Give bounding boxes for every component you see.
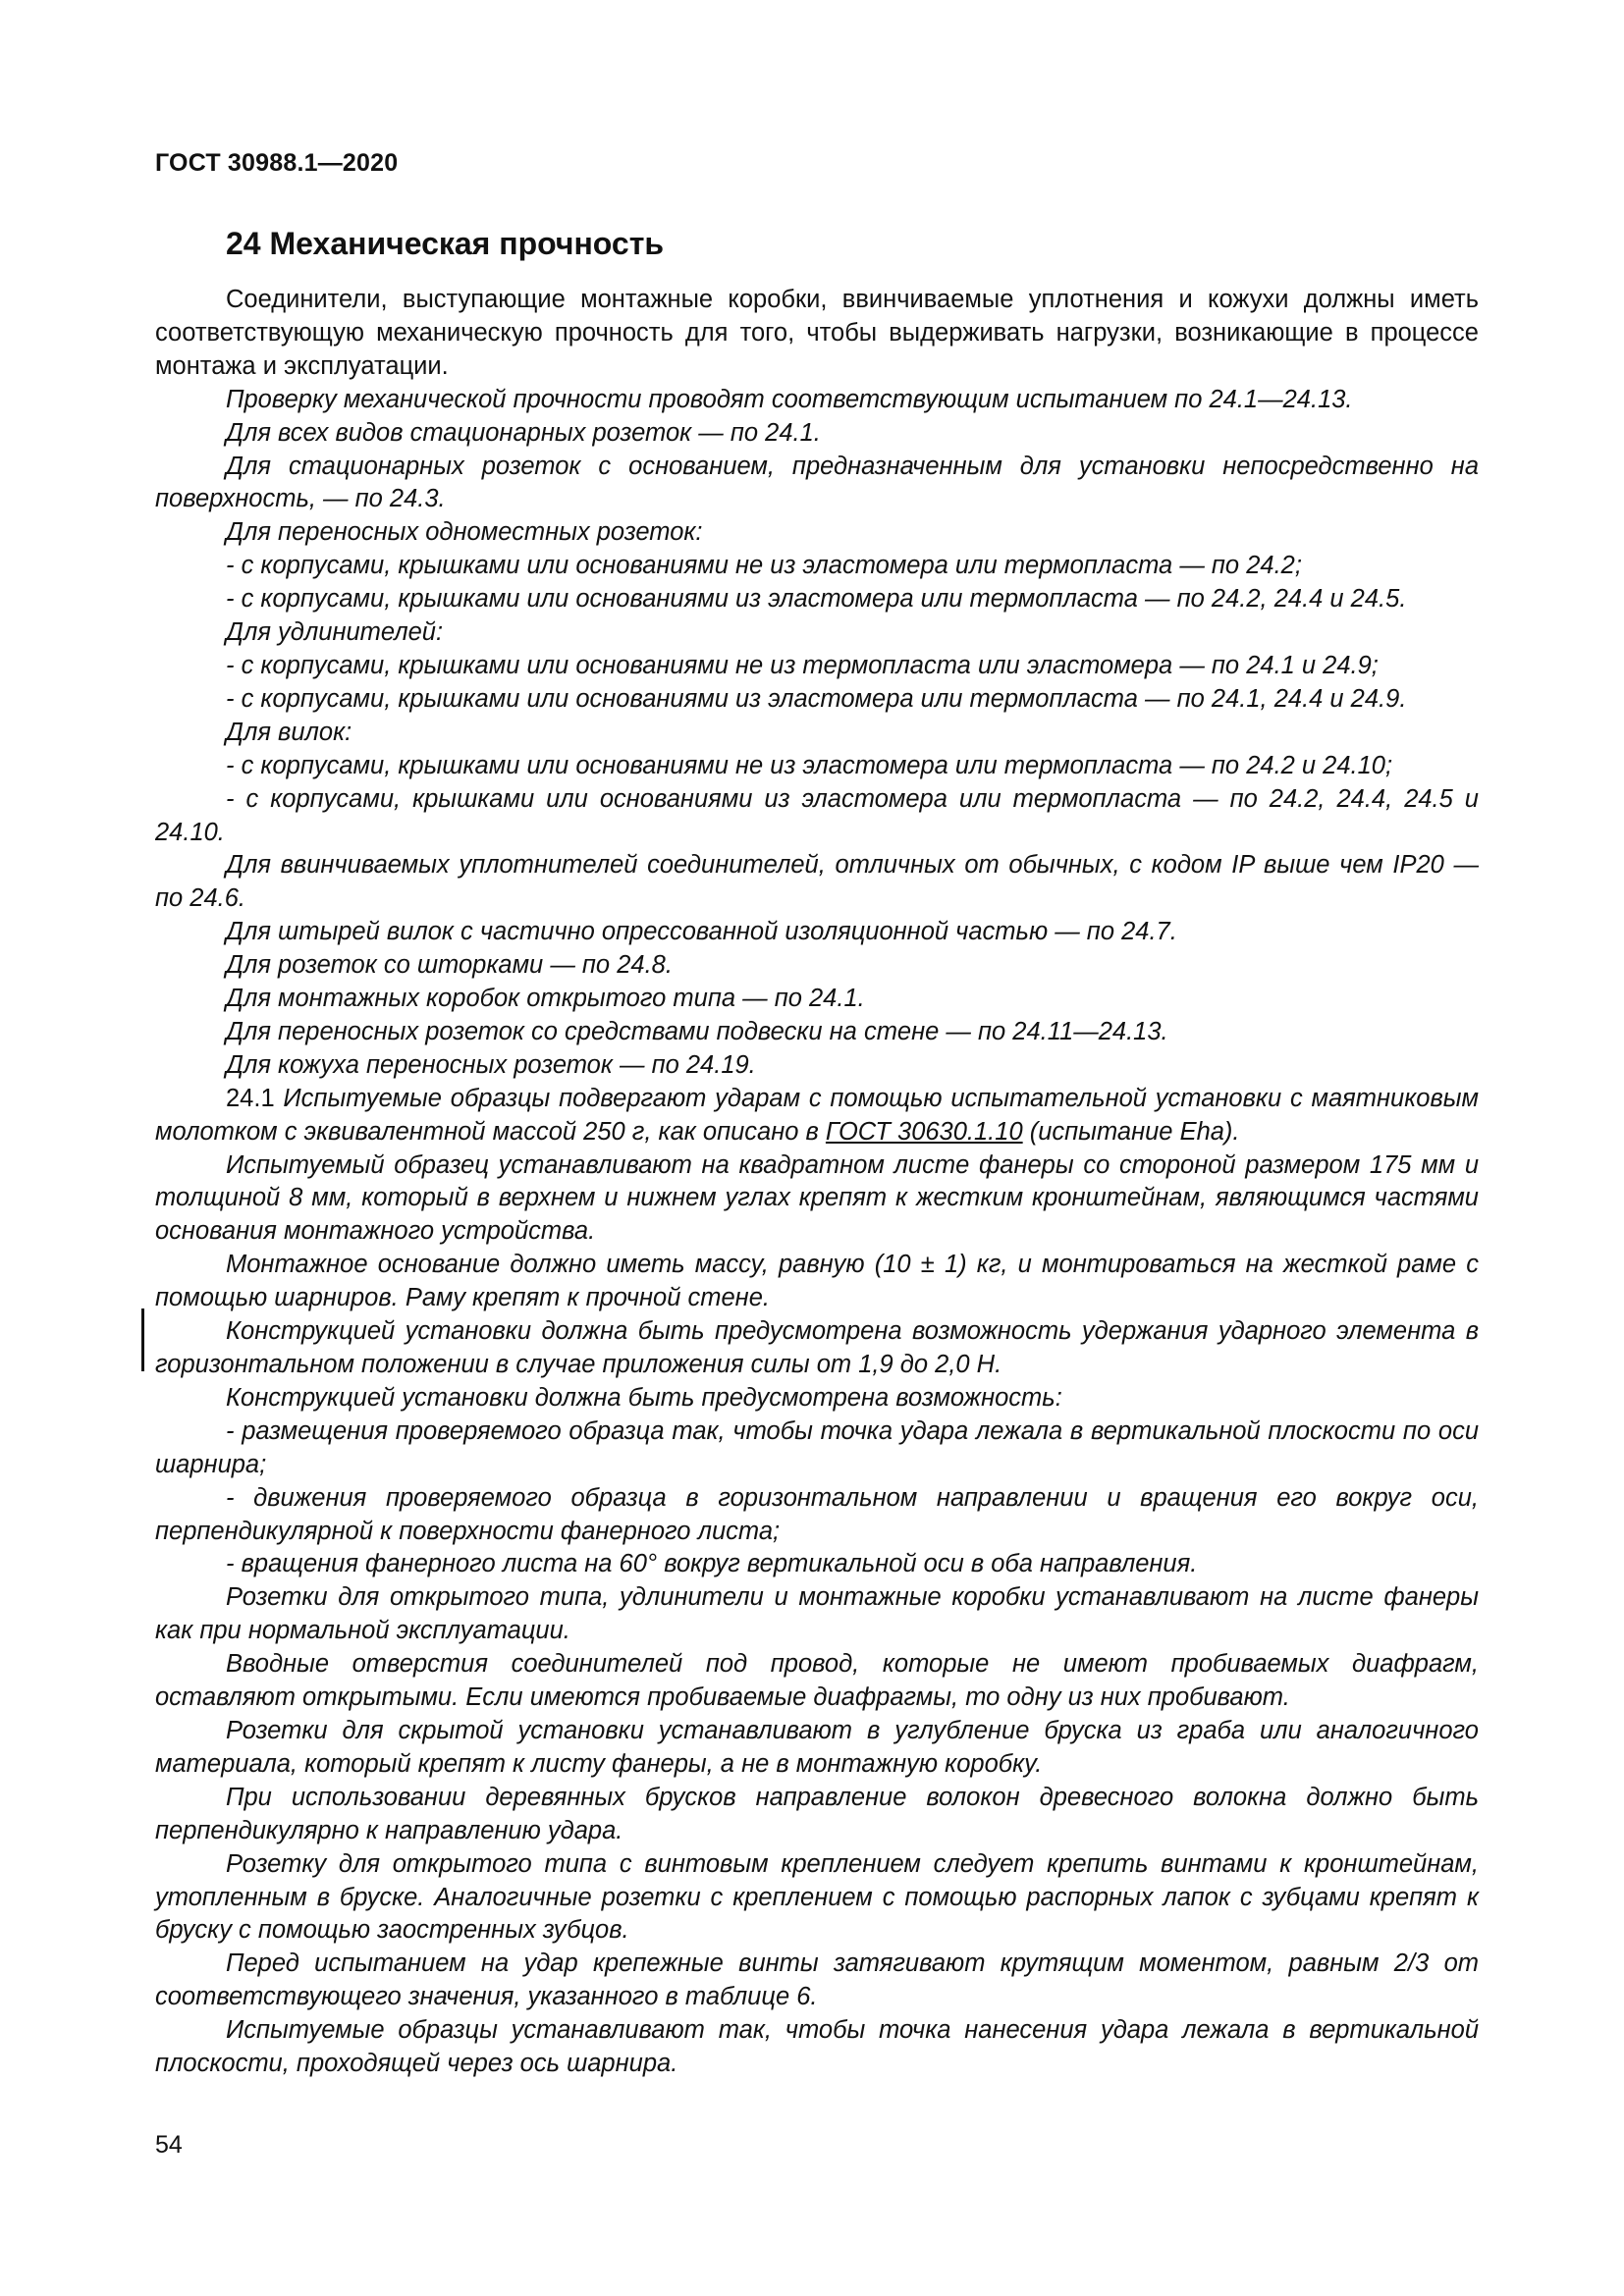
paragraph-text: - с корпусами, крышками или основаниями не из эластомера или термопласта — по 24.2 и 24.10;	[226, 751, 1393, 779]
change-bar	[141, 1308, 144, 1371]
paragraph-text: Монтажное основание должно иметь массу, равную (10 ± 1) кг, и монтироваться на жесткой раме с помощью шарниров. Раму крепят к прочной стене.	[155, 1251, 1479, 1312]
paragraph	[155, 949, 1479, 983]
paragraph	[155, 1548, 1479, 1581]
paragraph-text: Конструкцией установки должна быть предусмотрена возможность:	[226, 1383, 1062, 1412]
paragraph	[155, 1482, 1479, 1549]
section-title: 24 Механическая прочность	[226, 226, 665, 261]
paragraph	[155, 1648, 1479, 1715]
paragraph-text: Для вилок:	[226, 718, 352, 746]
paragraph-text: Испытуемые образцы устанавливают так, чтобы точка нанесения удара лежала в вертикальной плоскости, проходящей через ось шарнира.	[155, 2016, 1479, 2078]
paragraph	[155, 916, 1479, 949]
paragraph-text: Испытуемый образец устанавливают на квадратном листе фанеры со стороной размером 175 мм и толщиной 8 мм, который в верхнем и нижнем углах крепят к жестким кронштейнам, являющимся частями основания монтажного устройства.	[155, 1150, 1479, 1246]
paragraph	[155, 550, 1479, 583]
paragraph	[155, 1948, 1479, 2014]
paragraph	[155, 683, 1479, 717]
paragraph	[155, 1315, 1479, 1382]
paragraph-text-tail: (испытание Eha).	[1022, 1117, 1240, 1146]
paragraph	[155, 1049, 1479, 1083]
paragraph	[155, 983, 1479, 1016]
paragraph-text: Соединители, выступающие монтажные коробки, ввинчиваемые уплотнения и кожухи должны иметь соответствующую механическую прочность для того, чтобы выдерживать нагрузки, возникающие в процессе монтажа и эксплуатации.	[155, 286, 1479, 380]
paragraph	[155, 1715, 1479, 1782]
paragraph	[155, 516, 1479, 550]
paragraph	[155, 2014, 1479, 2081]
paragraph-text: Для всех видов стационарных розеток — по 24.1.	[226, 418, 821, 447]
page-number: 54	[155, 2131, 183, 2159]
paragraph-text: - размещения проверяемого образца так, чтобы точка удара лежала в вертикальной плоскости по оси шарнира;	[155, 1416, 1479, 1478]
paragraph-text: Для переносных одноместных розеток:	[226, 518, 703, 547]
paragraph	[155, 1782, 1479, 1848]
paragraph-text: - вращения фанерного листа на 60° вокруг вертикальной оси в оба направления.	[226, 1550, 1198, 1578]
paragraph-text: Для переносных розеток со средствами подвески на стене — по 24.11—24.13.	[226, 1017, 1168, 1045]
paragraph-text: - с корпусами, крышками или основаниями не из термопласта или эластомера — по 24.1 и 24.9;	[226, 651, 1379, 679]
paragraph-text: Конструкцией установки должна быть предусмотрена возможность удержания ударного элемента в горизонтальном положении в случае приложения силы от 1,9 до 2,0 Н.	[155, 1317, 1479, 1378]
paragraph-text: Для удлинителей:	[226, 618, 444, 647]
clause-number: 24.1	[226, 1084, 275, 1112]
paragraph-text: Розетки для открытого типа, удлинители и монтажные коробки устанавливают на листе фанеры как при нормальной эксплуатации.	[155, 1583, 1479, 1645]
paragraph-text: Розетки для скрытой установки устанавливают в углубление бруска из граба или аналогичного материала, который крепят к листу фанеры, а не в монтажную коробку.	[155, 1716, 1479, 1778]
body-text	[155, 284, 1479, 2081]
paragraph-text: Испытуемые образцы подвергают ударам с помощью испытательной установки с маятниковым молотком с эквивалентной массой 250 г, как описано в	[155, 1084, 1479, 1146]
paragraph-text: Вводные отверстия соединителей под провод, которые не имеют пробиваемых диафрагм, оставляют открытыми. Если имеются пробиваемые диафрагмы, то одну из них пробивают.	[155, 1650, 1479, 1712]
paragraph	[155, 750, 1479, 783]
paragraph	[155, 650, 1479, 683]
paragraph	[155, 1249, 1479, 1315]
paragraph	[155, 1581, 1479, 1648]
paragraph-text: Проверку механической прочности проводят соответствующим испытанием по 24.1—24.13.	[226, 385, 1353, 413]
paragraph-text: При использовании деревянных брусков направление волокон древесного волокна должно быть перпендикулярно к направлению удара.	[155, 1783, 1479, 1844]
document-code: ГОСТ 30988.1—2020	[155, 149, 399, 177]
paragraph-text: Перед испытанием на удар крепежные винты затягивают крутящим моментом, равным 2/3 от соответствующего значения, указанного в таблице 6.	[155, 1949, 1479, 2011]
paragraph	[155, 616, 1479, 650]
paragraph	[155, 717, 1479, 750]
paragraph	[155, 417, 1479, 451]
paragraph	[155, 1415, 1479, 1482]
paragraph-text: - с корпусами, крышками или основаниями из эластомера или термопласта — по 24.2, 24.4 и 24.5.	[226, 585, 1407, 614]
paragraph-text: Розетку для открытого типа с винтовым креплением следует крепить винтами к кронштейнам, утопленным в бруске. Аналогичные розетки с креплением с помощью распорных лапок с зубцами крепят к бруску с помощью заостренных зубцов.	[155, 1849, 1479, 1945]
paragraph	[155, 1149, 1479, 1250]
paragraph	[155, 849, 1479, 916]
paragraph	[155, 1016, 1479, 1049]
paragraph-text: Для ввинчиваемых уплотнителей соединителей, отличных от обычных, с кодом IP выше чем IP20 — по 24.6.	[155, 851, 1479, 913]
paragraph-text: Для штырей вилок с частично опрессованной изоляционной частью — по 24.7.	[226, 918, 1177, 946]
paragraph	[155, 583, 1479, 616]
paragraph	[155, 1083, 1479, 1149]
standard-reference: ГОСТ 30630.1.10	[825, 1117, 1023, 1146]
paragraph-text: Для монтажных коробок открытого типа — по 24.1.	[226, 985, 865, 1013]
paragraph-text: Для розеток со шторками — по 24.8.	[226, 951, 673, 980]
paragraph-text: - с корпусами, крышками или основаниями из эластомера или термопласта — по 24.1, 24.4 и 24.9.	[226, 684, 1407, 713]
paragraph	[155, 451, 1479, 517]
paragraph-text: - с корпусами, крышками или основаниями не из эластомера или термопласта — по 24.2;	[226, 552, 1302, 580]
paragraph	[155, 1848, 1479, 1949]
paragraph	[155, 384, 1479, 417]
paragraph	[155, 783, 1479, 850]
paragraph-text: Для стационарных розеток с основанием, предназначенным для установки непосредственно на поверхность, — по 24.3.	[155, 452, 1479, 513]
paragraph	[155, 1382, 1479, 1415]
paragraph	[155, 284, 1479, 384]
paragraph-text: Для кожуха переносных розеток — по 24.19.	[226, 1050, 756, 1079]
paragraph-text: - движения проверяемого образца в горизонтальном направлении и вращения его вокруг оси, перпендикулярной к поверхности фанерного листа;	[155, 1483, 1479, 1545]
paragraph-text: - с корпусами, крышками или основаниями из эластомера или термопласта — по 24.2, 24.4, 24.5 и 24.10.	[155, 784, 1479, 846]
